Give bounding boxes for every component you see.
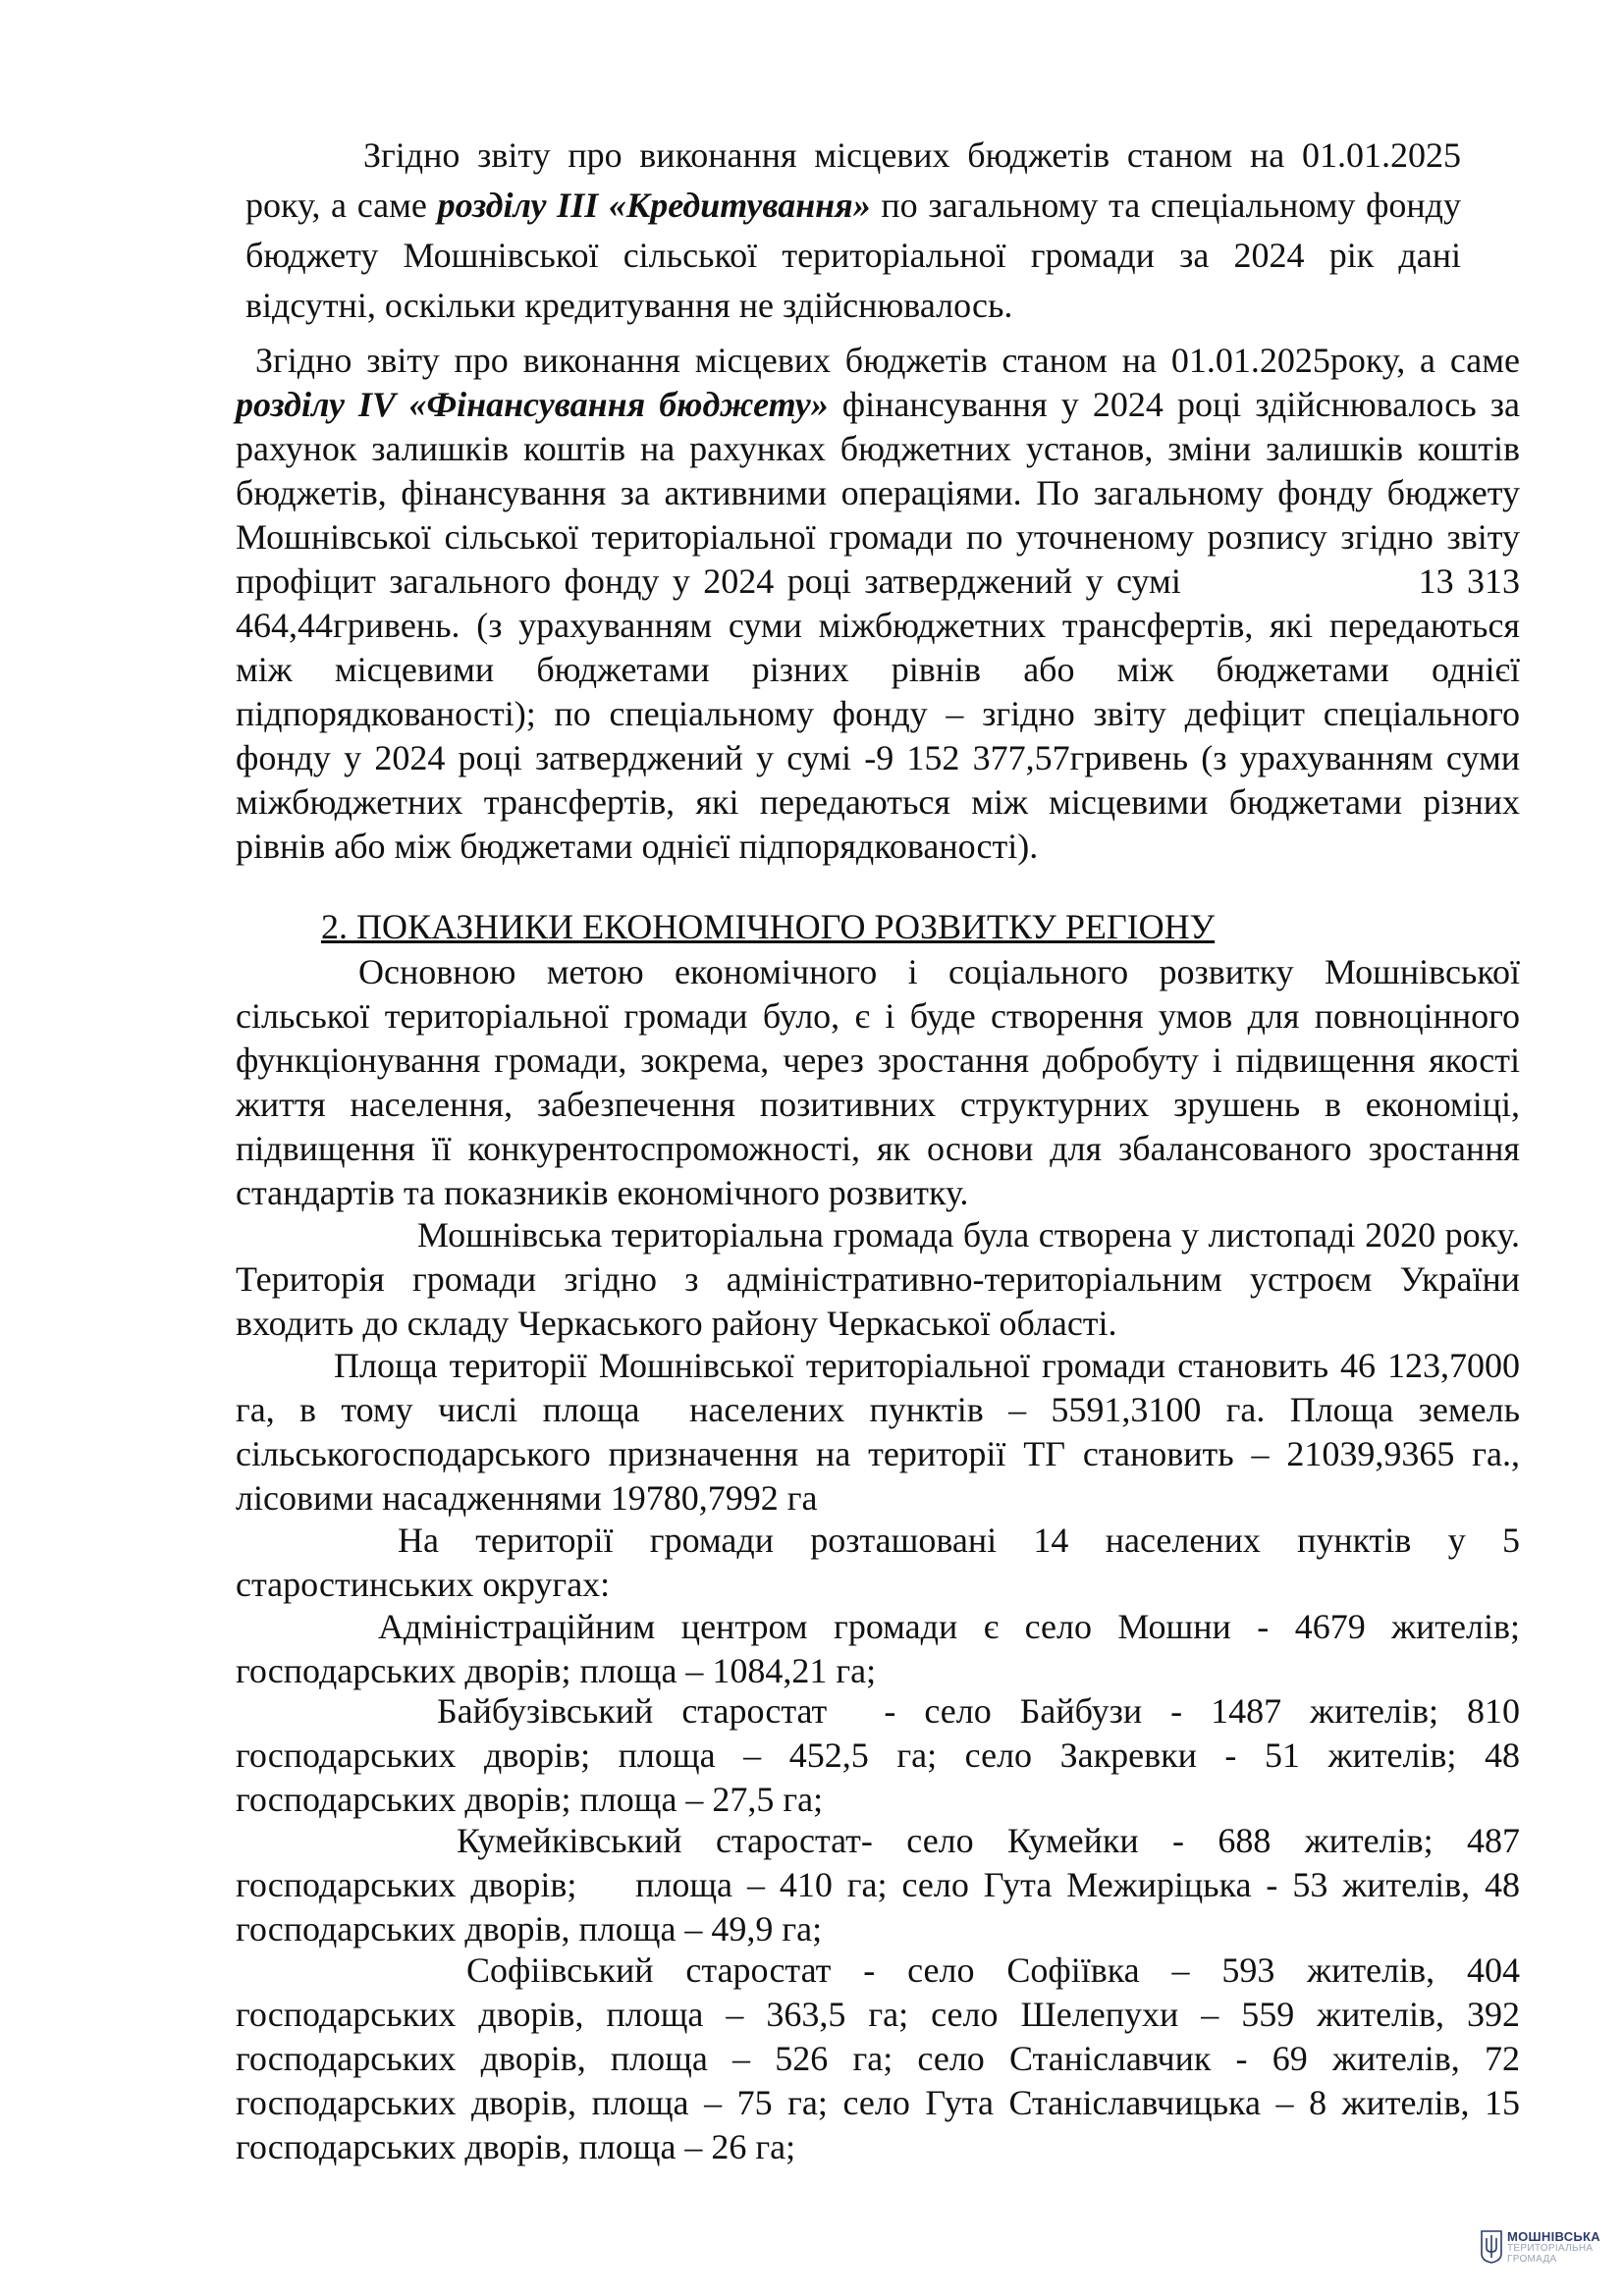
trident-emblem-icon bbox=[1481, 2230, 1502, 2264]
logo-text bbox=[1507, 2230, 1600, 2265]
paragraph-crediting bbox=[245, 131, 1461, 331]
paragraph-development-goal: Основною метою економічного і соціального розвитку Мошнівської сільської територіальної громади було, є і буде створення умов для повноцінного функціонування громади, зокрема, через зростання добробуту і підвищення якості життя населення, забезпечення позитивних структурних зрушень в економіці, підвищення її конкурентоспроможності, як основи для збалансованого зростання стандартів та показників економічного розвитку. bbox=[236, 952, 1520, 1212]
paragraph-baibuzy-starostat: Байбузівський старостат - село Байбузи - 1487 жителів; 810 господарських дворів; площа – 452,5 га; село Закревки - 51 жителів; 48 господарських дворів; площа – 27,5 га; bbox=[236, 1691, 1529, 1819]
paragraph-kumeiky-starostat: Кумейківський старостат- село Кумейки - 688 жителів; 487 господарських дворів; площа – 410 га; село Гута Межиріцька - 53 жителів, 48 господарських дворів, площа – 49,9 га; bbox=[236, 1821, 1529, 1949]
paragraph-territory-area: Площа території Мошнівської територіальної громади становить 46 123,7000 га, в тому числі площа населених пунктів – 5591,3100 га. Площа земель сільськогосподарського призначення на території ТГ становить – 21039,9365 га., лісовими насадженнями 19780,7992 га bbox=[236, 1346, 1538, 1518]
paragraph-budget-financing bbox=[236, 339, 1529, 869]
community-logo bbox=[1481, 2222, 1618, 2271]
logo-line-2: ТЕРИТОРІАЛЬНА bbox=[1507, 2242, 1594, 2254]
paragraph-settlements-count: На території громади розташовані 14 населених пунктів у 5 старостинських округах: bbox=[236, 1521, 1520, 1604]
paragraph-financing-text-before: Згідно звіту про виконання місцевих бюджетів станом на 01.01.2025року, а саме bbox=[255, 341, 1520, 380]
paragraph-crediting-text-before: Згідно звіту про виконання місцевих бюджетів станом на 01.01.2025 року, а саме bbox=[245, 135, 1461, 225]
logo-line-1: МОШНІВСЬКА bbox=[1507, 2228, 1600, 2244]
logo-line-3: ГРОМАДА bbox=[1507, 2253, 1557, 2265]
section-heading: 2. ПОКАЗНИКИ ЕКОНОМІЧНОГО РОЗВИТКУ РЕГІОНУ bbox=[321, 907, 1216, 946]
section-crediting-emphasis: розділу ІІІ «Кредитування» bbox=[437, 186, 871, 225]
paragraph-community-creation: Мошнівська територіальна громада була створена у листопаді 2020 року. Територія громади згідно з адміністративно-територіальним устроєм України входить до складу Черкаського району Черкаської області. bbox=[236, 1215, 1555, 1343]
paragraph-financing-text-after: фінансування у 2024 році здійснювалось за рахунок залишків коштів на рахунках бюджетних установ, зміни залишків коштів бюджетів, фінансування за активними операціями. По загальному фонду бюджету Мошнівської сільської територіальної громади по уточненому розпису згідно звіту профіцит загального фонду у 2024 році затверджений у сумі 13 313 464,44гривень. (з урахуванням суми міжбюджетних трансфертів, які передаються між місцевими бюджетами різних рівнів або між бюджетами однієї підпорядкованості); по спеціальному фонду – згідно звіту дефіцит спеціального фонду у 2024 році затверджений у сумі -9 152 377,57гривень (з урахуванням суми міжбюджетних трансфертів, які передаються між місцевими бюджетами різних рівнів або між бюджетами однієї підпорядкованості). bbox=[236, 385, 1529, 866]
section-financing-emphasis: розділу ІV «Фінансування бюджету» bbox=[236, 385, 829, 424]
paragraph-sofiivka-starostat: Софіівський старостат - село Софіївка – 593 жителів, 404 господарських дворів, площа – 363,5 га; село Шелепухи – 559 жителів, 392 господарських дворів, площа – 526 га; село Станіславчик - 69 жителів, 72 господарських дворів, площа – 75 га; село Гута Станіславчицька – 8 жителів, 15 господарських дворів, площа – 26 га; bbox=[236, 1950, 1520, 2166]
paragraph-crediting-text-after: по загальному та спеціальному фонду бюджету Мошнівської сільської територіальної громади за 2024 рік дані відсутні, оскільки кредитування не здійснювалось. bbox=[245, 186, 1461, 325]
paragraph-admin-center: Адміністраційним центром громади є село Мошни - 4679 жителів; господарських дворів; площа – 1084,21 га; bbox=[236, 1607, 1520, 1690]
